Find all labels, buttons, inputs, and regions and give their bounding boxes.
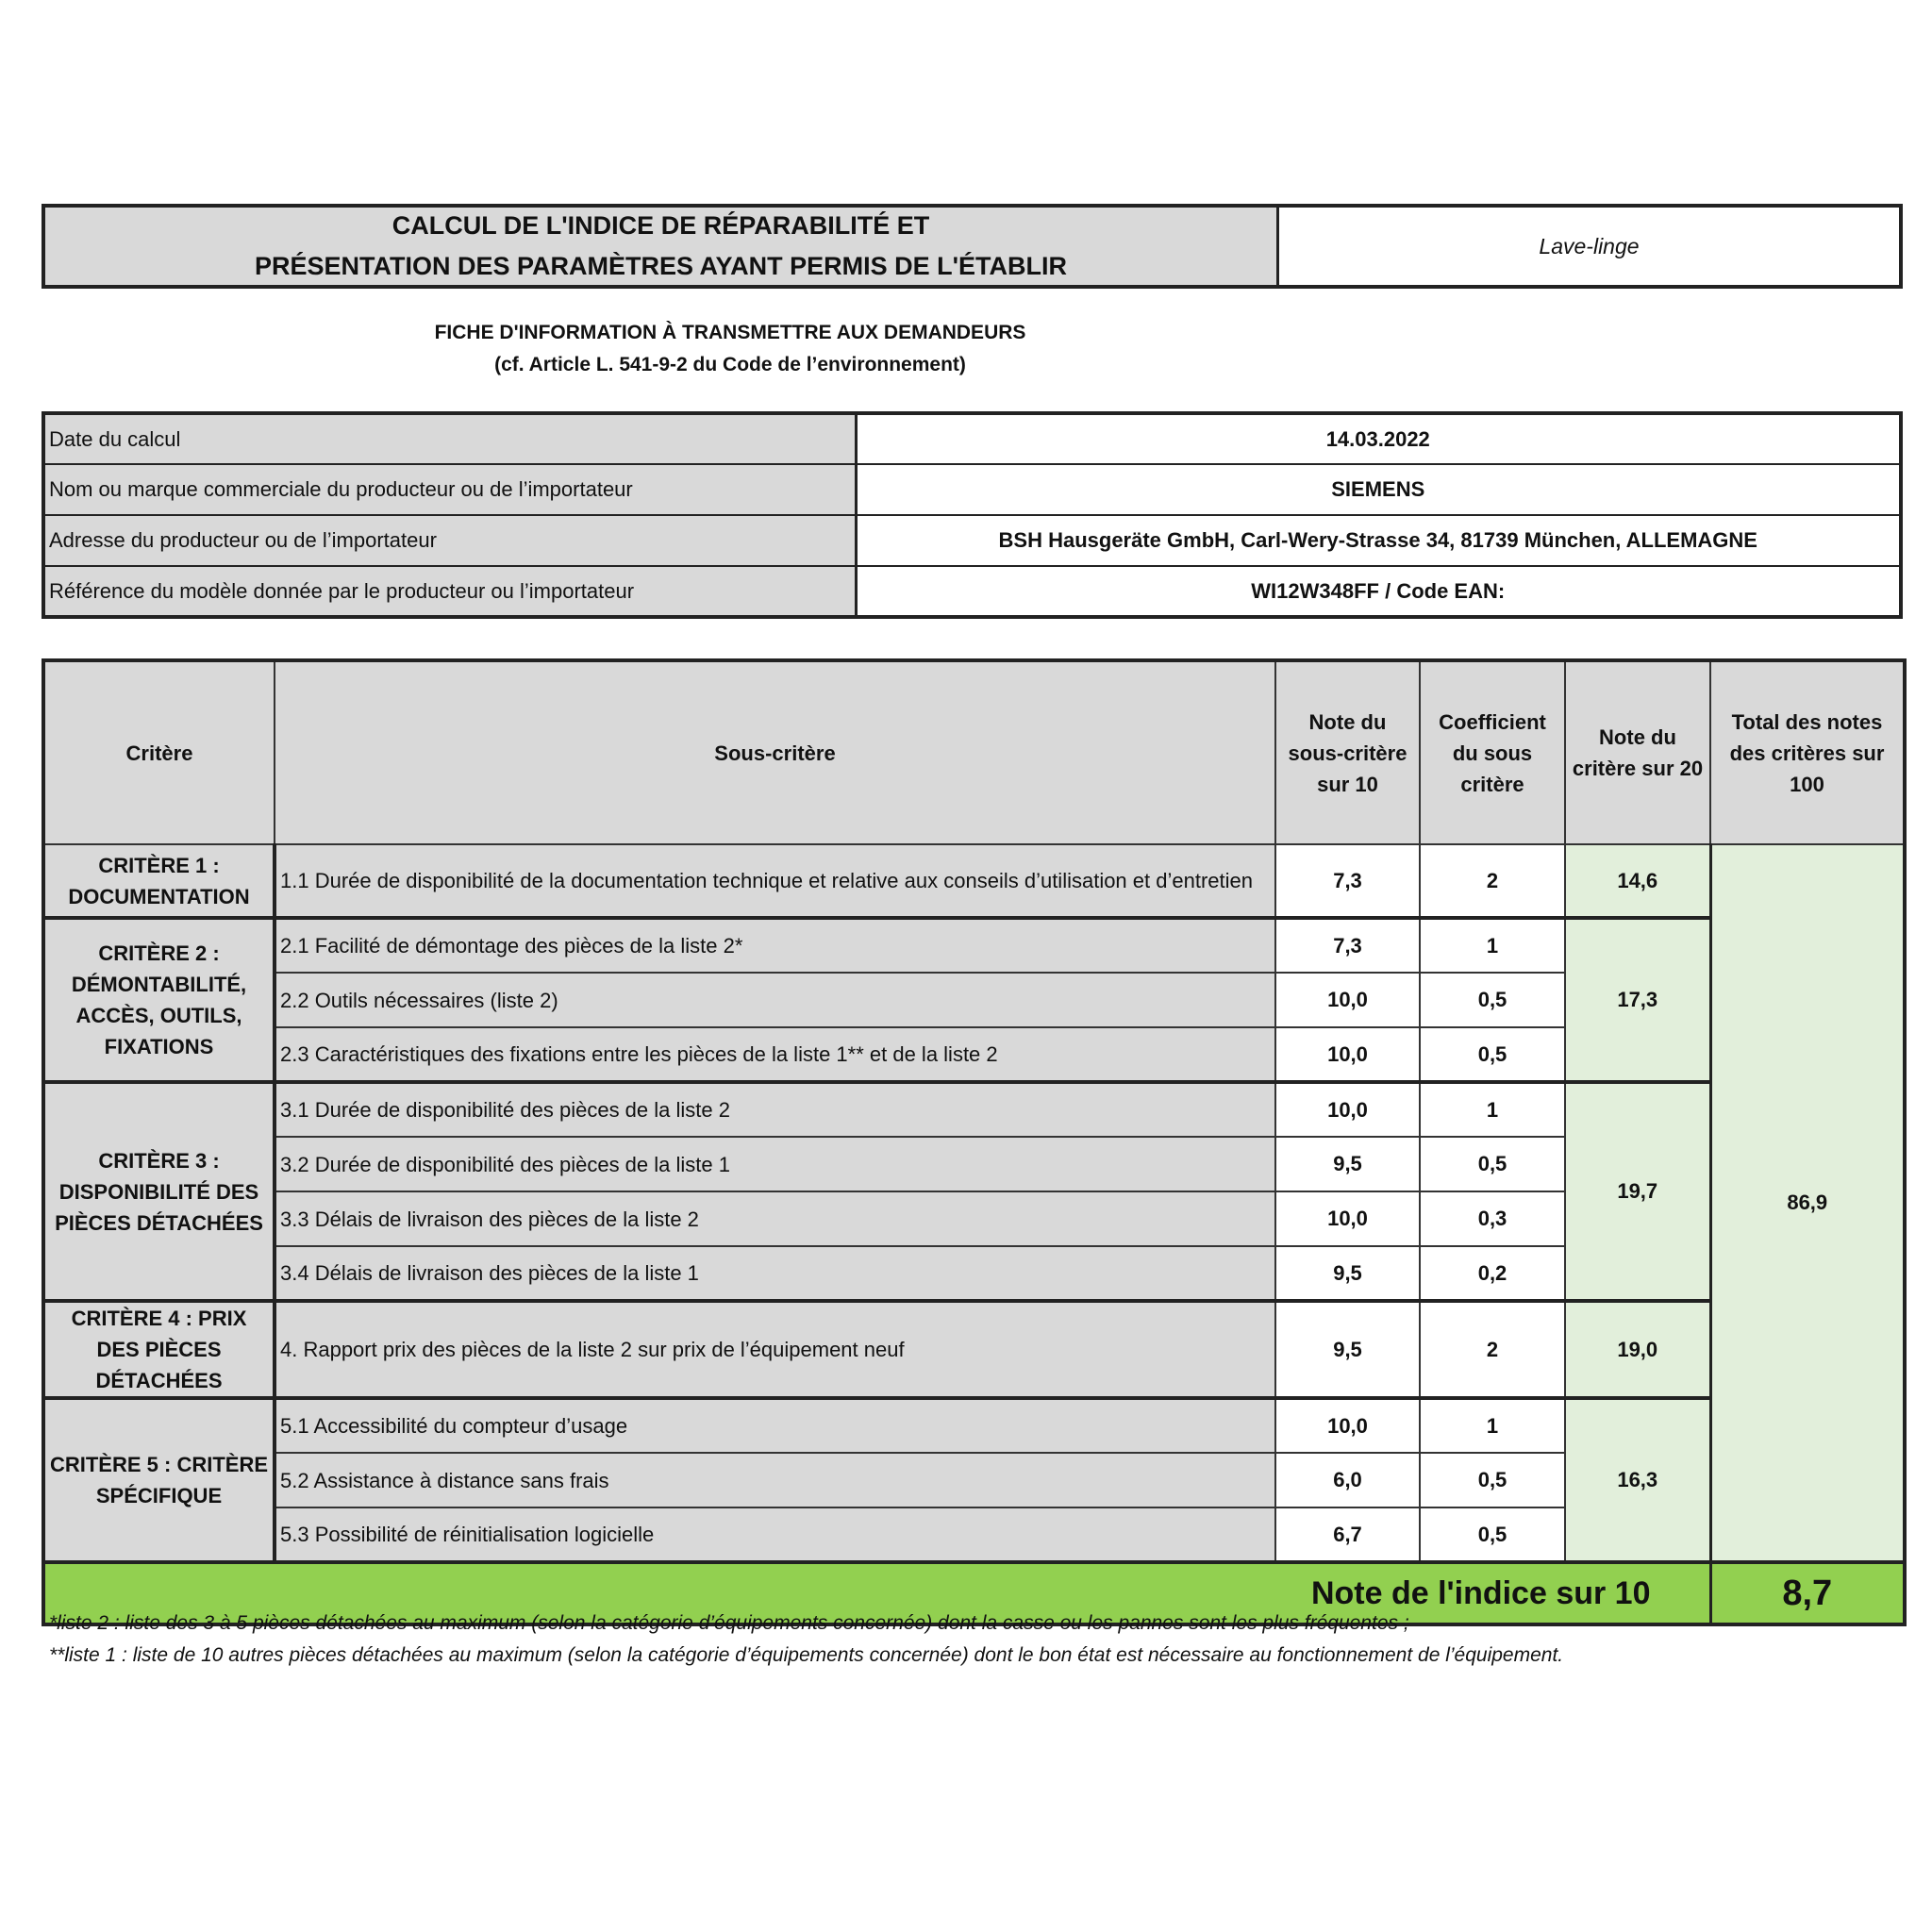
criterion-name: CRITÈRE 3 : DISPONIBILITÉ DES PIÈCES DÉTACHÉES: [43, 1082, 275, 1301]
sub-criterion-note: 10,0: [1275, 1398, 1420, 1453]
sub-criterion-coefficient: 0,3: [1420, 1191, 1565, 1246]
sub-criterion-note: 10,0: [1275, 973, 1420, 1027]
criterion-score: 16,3: [1565, 1398, 1710, 1562]
criterion-score: 19,7: [1565, 1082, 1710, 1301]
table-header-row: [43, 660, 1905, 844]
criterion-score: 17,3: [1565, 918, 1710, 1082]
sub-criterion-note: 10,0: [1275, 1082, 1420, 1137]
sub-criterion-label: 5.1 Accessibilité du compteur d’usage: [275, 1398, 1275, 1453]
sub-criterion-coefficient: 1: [1420, 1398, 1565, 1453]
footnote-liste-1: **liste 1 : liste de 10 autres pièces détachées au maximum (selon la catégorie d’équipements concernée) dont le bon état est nécessaire au fonctionnement de l’équipement.: [49, 1644, 1564, 1666]
product-type: Lave-linge: [1539, 233, 1640, 258]
sub-criterion-coefficient: 0,2: [1420, 1246, 1565, 1301]
sub-criterion-label: 5.2 Assistance à distance sans frais: [275, 1453, 1275, 1507]
sub-criterion-coefficient: 0,5: [1420, 1453, 1565, 1507]
index-value: 8,7: [1710, 1562, 1905, 1624]
title-line-1: CALCUL DE L'INDICE DE RÉPARABILITÉ ET: [391, 211, 930, 240]
info-label: Nom ou marque commerciale du producteur ou de l’importateur: [43, 464, 856, 515]
criterion-name: CRITÈRE 5 : CRITÈRE SPÉCIFIQUE: [43, 1398, 275, 1562]
sub-criterion-note: 6,0: [1275, 1453, 1420, 1507]
info-label: Référence du modèle donnée par le producteur ou l’importateur: [43, 566, 856, 617]
info-value: 14.03.2022: [856, 413, 1901, 464]
sub-criterion-coefficient: 0,5: [1420, 1027, 1565, 1082]
sub-criterion-note: 7,3: [1275, 918, 1420, 973]
footnotes: [49, 1607, 1898, 1672]
fiche-subtitle: [42, 317, 1419, 381]
sub-criterion-coefficient: 1: [1420, 1082, 1565, 1137]
total-score-100: 86,9: [1710, 844, 1905, 1562]
producer-info-table: [42, 411, 1903, 619]
sub-criterion-label: 2.1 Facilité de démontage des pièces de la liste 2*: [275, 918, 1275, 973]
fiche-line-1: FICHE D'INFORMATION À TRANSMETTRE AUX DEMANDEURS: [434, 322, 1026, 343]
document-header: [42, 204, 1903, 289]
sub-criterion-label: 1.1 Durée de disponibilité de la documentation technique et relative aux conseils d’utilisation et d’entretien: [275, 844, 1275, 918]
table-row: [43, 1398, 1905, 1453]
sub-criterion-label: 2.2 Outils nécessaires (liste 2): [275, 973, 1275, 1027]
criterion-score: 14,6: [1565, 844, 1710, 918]
info-value: BSH Hausgeräte GmbH, Carl-Wery-Strasse 34, 81739 München, ALLEMAGNE: [856, 515, 1901, 566]
sub-criterion-note: 10,0: [1275, 1191, 1420, 1246]
column-header-critere: Critère: [43, 660, 275, 844]
criterion-name: CRITÈRE 1 : DOCUMENTATION: [43, 844, 275, 918]
sub-criterion-note: 9,5: [1275, 1246, 1420, 1301]
info-value: WI12W348FF / Code EAN:: [856, 566, 1901, 617]
sub-criterion-label: 5.3 Possibilité de réinitialisation logicielle: [275, 1507, 1275, 1562]
sub-criterion-coefficient: 2: [1420, 1301, 1565, 1398]
fiche-line-2: (cf. Article L. 541-9-2 du Code de l’environnement): [494, 354, 966, 375]
repairability-score-table: [42, 658, 1907, 1626]
sub-criterion-label: 2.3 Caractéristiques des fixations entre les pièces de la liste 1** et de la liste 2: [275, 1027, 1275, 1082]
sub-criterion-coefficient: 0,5: [1420, 1137, 1565, 1191]
column-header-total: Total des notes des critères sur 100: [1710, 660, 1905, 844]
index-label: Note de l'indice sur 10: [43, 1562, 1710, 1624]
criterion-name: CRITÈRE 4 : PRIX DES PIÈCES DÉTACHÉES: [43, 1301, 275, 1398]
table-row: [43, 918, 1905, 973]
column-header-sous-critere: Sous-critère: [275, 660, 1275, 844]
sub-criterion-label: 3.4 Délais de livraison des pièces de la liste 1: [275, 1246, 1275, 1301]
footnote-liste-2: *liste 2 : liste des 3 à 5 pièces détachées au maximum (selon la catégorie d’équipements concernée) dont la casse ou les pannes sont les plus fréquentes ;: [49, 1612, 1409, 1634]
table-row: [43, 844, 1905, 918]
sub-criterion-coefficient: 0,5: [1420, 1507, 1565, 1562]
sub-criterion-label: 4. Rapport prix des pièces de la liste 2 sur prix de l’équipement neuf: [275, 1301, 1275, 1398]
sub-criterion-label: 3.3 Délais de livraison des pièces de la liste 2: [275, 1191, 1275, 1246]
sub-criterion-coefficient: 0,5: [1420, 973, 1565, 1027]
column-header-coefficient: Coefficient du sous critère: [1420, 660, 1565, 844]
sub-criterion-note: 7,3: [1275, 844, 1420, 918]
info-row: [43, 515, 1901, 566]
sub-criterion-coefficient: 2: [1420, 844, 1565, 918]
criterion-name: CRITÈRE 2 : DÉMONTABILITÉ, ACCÈS, OUTILS, FIXATIONS: [43, 918, 275, 1082]
sub-criterion-label: 3.2 Durée de disponibilité des pièces de la liste 1: [275, 1137, 1275, 1191]
info-row: [43, 464, 1901, 515]
sub-criterion-label: 3.1 Durée de disponibilité des pièces de la liste 2: [275, 1082, 1275, 1137]
sub-criterion-note: 10,0: [1275, 1027, 1420, 1082]
info-label: Adresse du producteur ou de l’importateur: [43, 515, 856, 566]
column-header-note-sous-critere: Note du sous-critère sur 10: [1275, 660, 1420, 844]
sub-criterion-note: 6,7: [1275, 1507, 1420, 1562]
criterion-score: 19,0: [1565, 1301, 1710, 1398]
info-row: [43, 413, 1901, 464]
sub-criterion-note: 9,5: [1275, 1137, 1420, 1191]
sub-criterion-note: 9,5: [1275, 1301, 1420, 1398]
title-line-2: PRÉSENTATION DES PARAMÈTRES AYANT PERMIS DE L'ÉTABLIR: [254, 252, 1067, 280]
table-row: [43, 1301, 1905, 1398]
sub-criterion-coefficient: 1: [1420, 918, 1565, 973]
info-value: SIEMENS: [856, 464, 1901, 515]
document-title: [45, 208, 1279, 285]
column-header-note-critere: Note du critère sur 20: [1565, 660, 1710, 844]
info-row: [43, 566, 1901, 617]
table-row: [43, 1082, 1905, 1137]
info-label: Date du calcul: [43, 413, 856, 464]
